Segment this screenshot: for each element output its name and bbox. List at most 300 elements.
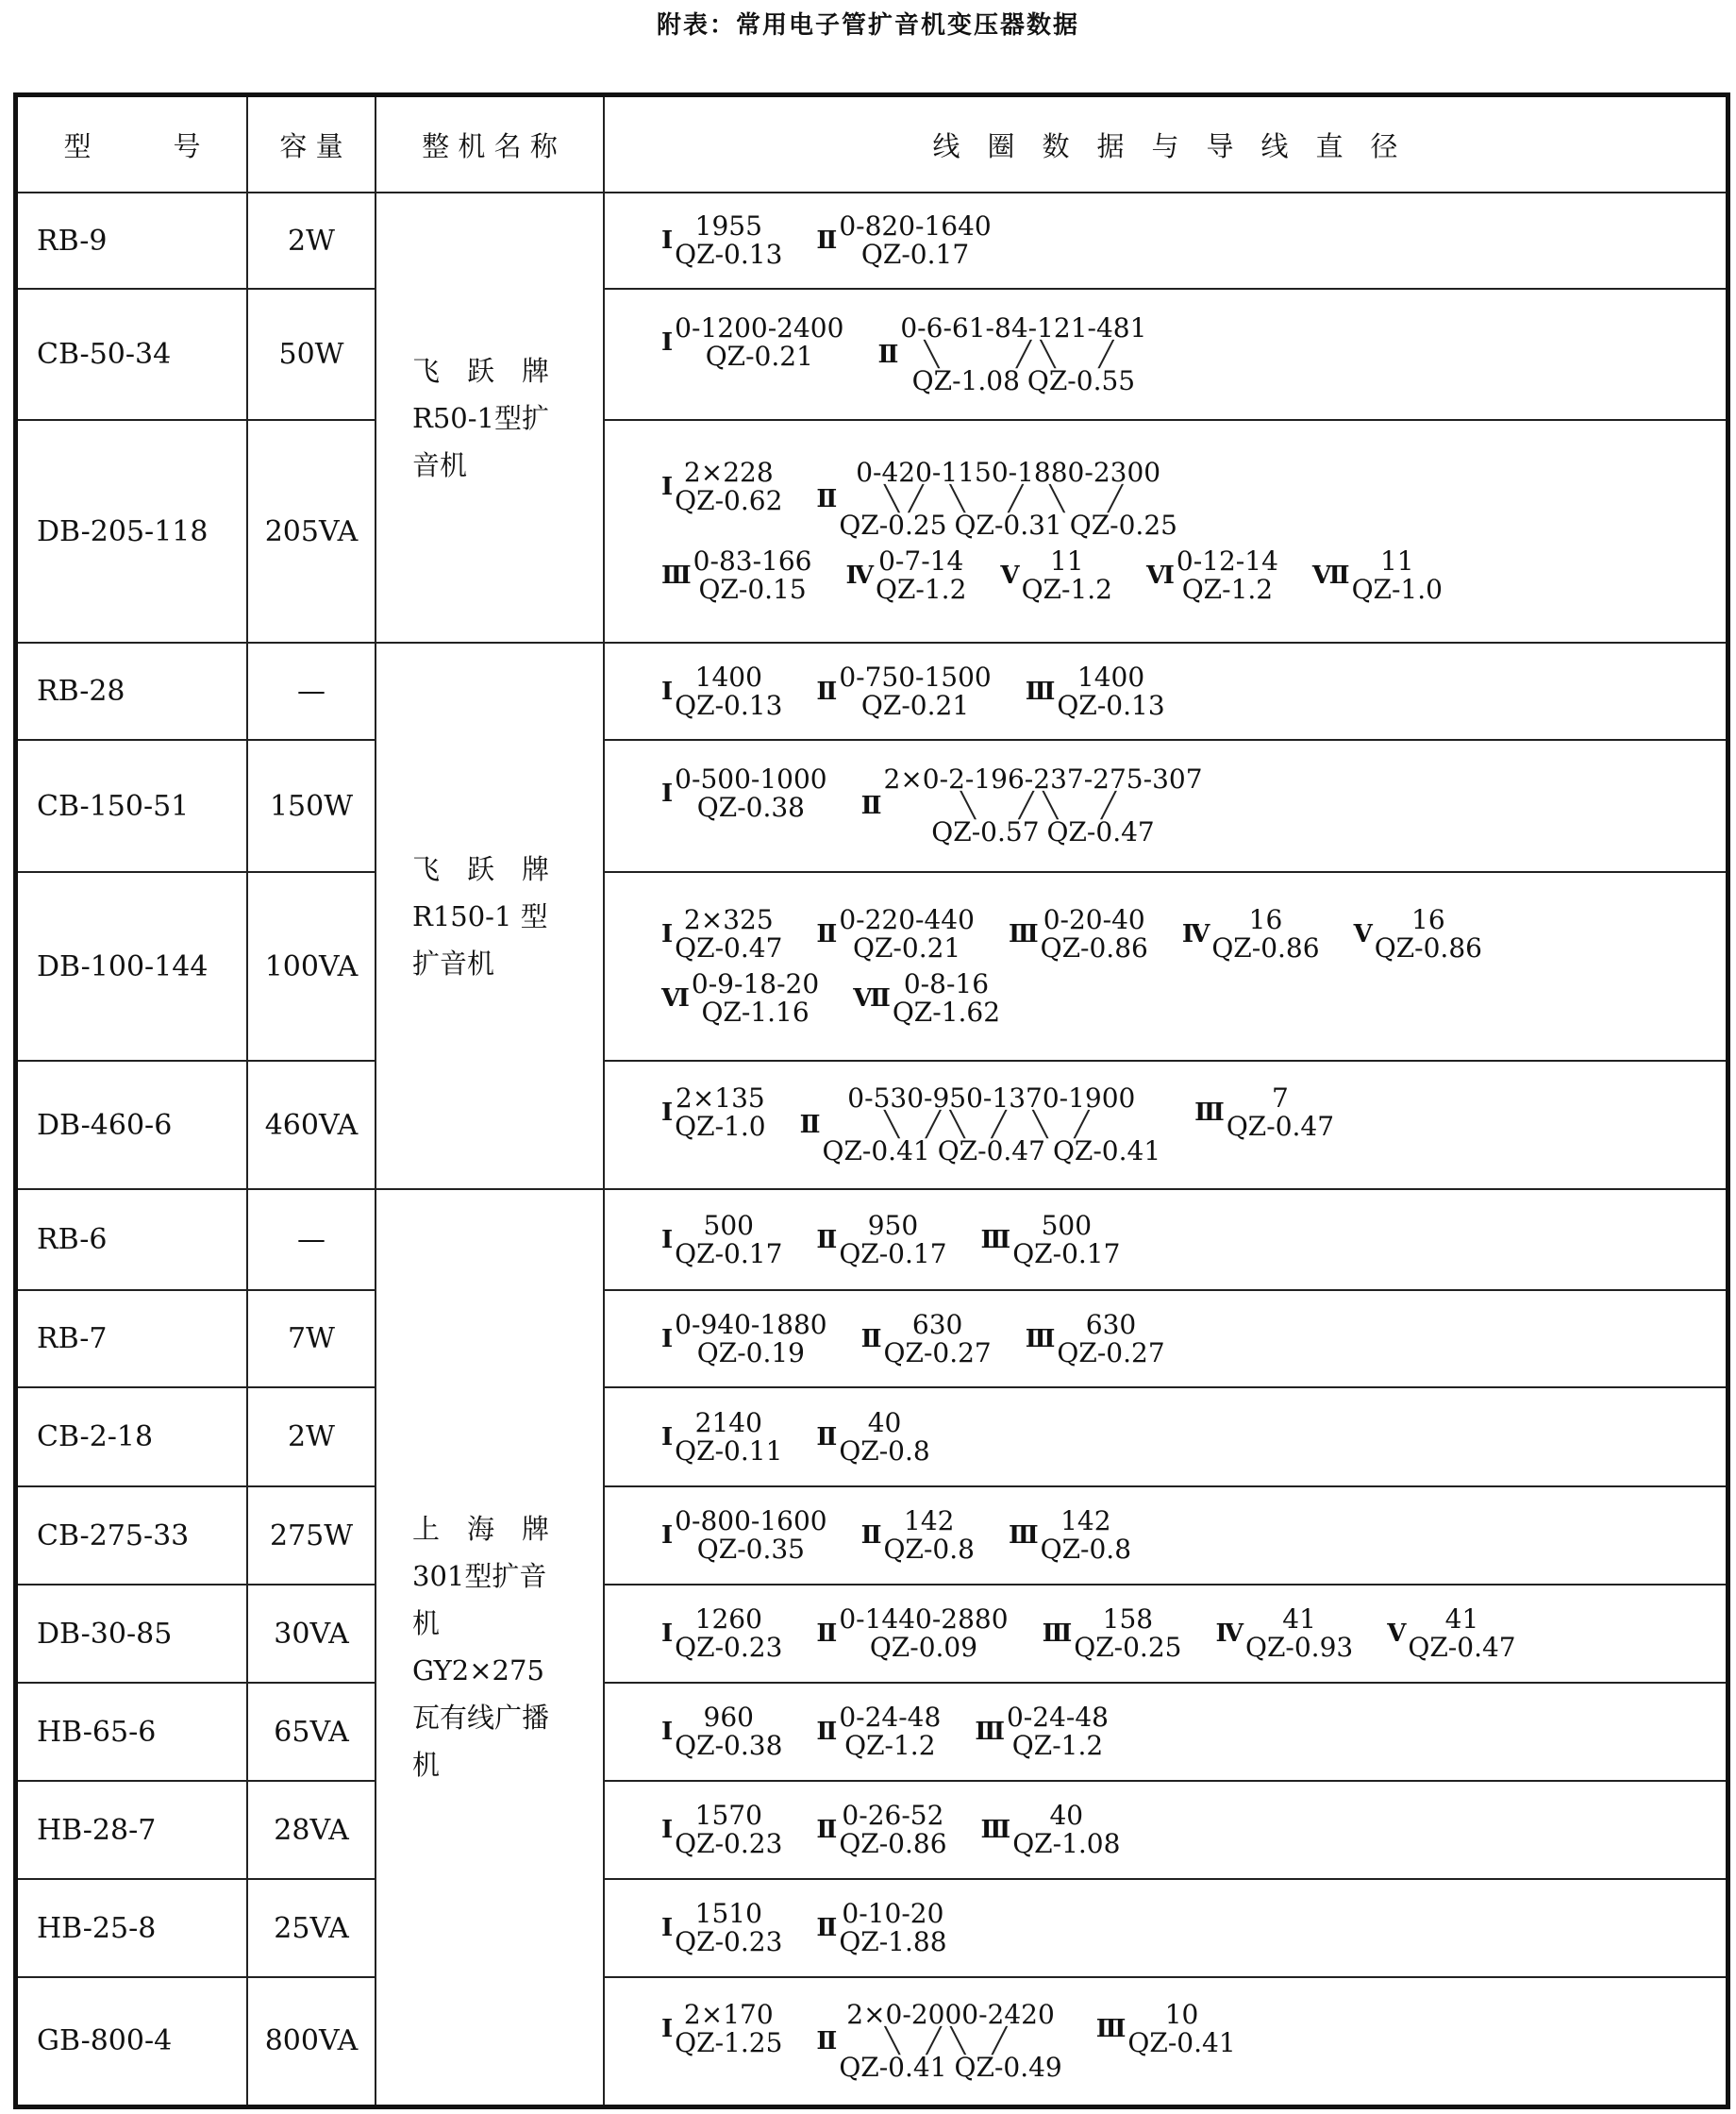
turns-taps: 2×325 — [683, 904, 774, 935]
winding-number: Ⅲ — [1008, 1521, 1039, 1550]
turns-taps: 41 — [1444, 1603, 1479, 1635]
coil-line — [661, 906, 1726, 963]
coil-data-cell — [604, 740, 1728, 872]
coil-data-cell — [604, 1387, 1728, 1486]
wire-diameter: QZ-0.41 — [1127, 2026, 1236, 2058]
coil-values — [1074, 1605, 1181, 1662]
coil-data-cell — [604, 289, 1728, 420]
coil-line — [661, 1084, 1726, 1166]
winding-number: Ⅱ — [816, 920, 838, 948]
coil-values — [675, 1998, 783, 2058]
winding-number: Ⅳ — [845, 562, 874, 590]
coil-entry — [816, 906, 975, 963]
coil-values — [839, 906, 975, 963]
coil-line — [661, 1406, 1726, 1467]
coil-values — [675, 459, 782, 515]
winding-number: Ⅱ — [816, 1422, 838, 1451]
coil-line — [661, 1998, 1726, 2083]
machine-name-line: 扩音机 — [412, 947, 495, 980]
coil-values — [1041, 906, 1148, 963]
wire-diameter: QZ-0.38 — [675, 1730, 783, 1761]
capacity-cell: 50W — [247, 289, 376, 420]
coil-values — [900, 311, 1147, 396]
coil-data-cell — [604, 1977, 1728, 2106]
capacity-cell: 800VA — [247, 1977, 376, 2106]
wire-diameter: QZ-0.17 — [675, 1237, 783, 1269]
wire-diameter: QZ-1.62 — [892, 997, 1001, 1028]
turns-taps: 0-1440-2880 — [839, 1603, 1009, 1635]
table-body — [16, 193, 1728, 2106]
turns-taps: 41 — [1282, 1603, 1316, 1635]
winding-number: Ⅰ — [661, 1521, 674, 1550]
coil-values — [1057, 1308, 1165, 1368]
machine-name-line: 飞 跃 牌 — [412, 852, 550, 885]
capacity-cell: 2W — [247, 193, 376, 289]
wire-diameter: QZ-0.8 — [839, 1434, 930, 1467]
wire-specs — [1375, 934, 1482, 963]
model-cell: RB-6 — [16, 1189, 248, 1290]
wire-diameter: QZ-0.8 — [883, 1534, 975, 1565]
wire-diameter: QZ-0.25 — [839, 510, 947, 541]
turns-taps: 1510 — [694, 1898, 762, 1929]
winding-number: Ⅳ — [1215, 1619, 1244, 1648]
winding-number: Ⅰ — [661, 1718, 674, 1746]
winding-number: Ⅲ — [1194, 1099, 1225, 1127]
coil-values — [692, 970, 819, 1027]
wire-diameter: QZ-0.57 — [931, 816, 1040, 847]
wire-specs — [1012, 1732, 1103, 1760]
winding-number: Ⅱ — [816, 1225, 838, 1254]
wire-diameter: QZ-0.15 — [698, 574, 807, 605]
capacity-cell: 460VA — [247, 1061, 376, 1189]
coil-values — [1408, 1605, 1515, 1662]
coil-entry — [975, 1703, 1109, 1760]
wire-specs — [839, 2051, 1062, 2083]
winding-number: Ⅰ — [661, 327, 674, 357]
coil-line — [661, 459, 1726, 540]
turns-taps: 0-6-61-84-121-481 — [900, 311, 1147, 344]
table-row — [16, 1977, 1728, 2106]
capacity-cell: — — [247, 643, 376, 740]
coil-values — [1375, 906, 1482, 963]
wire-diameter: QZ-0.13 — [675, 239, 783, 270]
coil-data-cell — [604, 1290, 1728, 1387]
coil-values — [675, 311, 844, 372]
coil-entry — [816, 1998, 1062, 2083]
turns-taps: 16 — [1248, 904, 1283, 935]
turns-taps: 500 — [1041, 1209, 1093, 1241]
turns-taps: 0-1200-2400 — [675, 311, 844, 344]
coil-data-cell — [604, 1585, 1728, 1683]
coil-values — [675, 1308, 827, 1368]
wire-diameter: QZ-0.23 — [675, 1828, 783, 1859]
machine-name-cell — [376, 193, 604, 643]
wire-diameter: QZ-1.88 — [839, 1926, 947, 1957]
coil-values — [1352, 547, 1443, 604]
coil-line — [661, 1308, 1726, 1368]
winding-number: Ⅱ — [860, 1521, 882, 1550]
wire-specs — [1012, 1237, 1121, 1269]
table-row — [16, 1781, 1728, 1879]
coil-entry — [1146, 547, 1278, 604]
coil-entry — [1026, 663, 1165, 720]
wire-specs — [675, 2026, 783, 2058]
winding-number: Ⅰ — [661, 920, 674, 948]
coil-entry — [816, 663, 991, 720]
wire-diameter: QZ-0.47 — [1408, 1632, 1516, 1663]
winding-number: Ⅰ — [661, 1422, 674, 1451]
coil-values — [839, 1900, 946, 1956]
table-row — [16, 1387, 1728, 1486]
turns-taps: 0-820-1640 — [839, 210, 992, 242]
winding-number: Ⅴ — [1387, 1619, 1407, 1648]
turns-taps: 0-500-1000 — [675, 763, 827, 795]
wire-specs — [844, 1732, 935, 1760]
machine-name-line: R150-1 型 — [412, 899, 548, 932]
winding-number: Ⅳ — [1181, 920, 1210, 948]
wire-specs — [853, 934, 960, 963]
coil-values — [675, 1209, 783, 1269]
turns-taps: 142 — [1060, 1505, 1111, 1536]
wire-specs — [1227, 1113, 1334, 1141]
wire-diameter: QZ-0.21 — [853, 932, 961, 964]
coil-entry — [981, 1802, 1121, 1858]
coil-values — [884, 765, 1203, 847]
wire-diameter: QZ-1.25 — [675, 2026, 783, 2058]
winding-number: Ⅱ — [877, 340, 899, 369]
coil-entry — [661, 1507, 827, 1564]
coil-data-cell — [604, 1683, 1728, 1781]
model-cell: HB-25-8 — [16, 1879, 248, 1977]
tap-connector-lines: ╲ ╱╲ ╱ — [924, 340, 1124, 369]
tap-connector-lines: ╲ ╱╲ ╱ — [960, 792, 1126, 820]
model-cell: CB-2-18 — [16, 1387, 248, 1486]
wire-specs — [883, 1336, 992, 1368]
coil-values — [883, 1308, 992, 1368]
wire-specs — [675, 487, 782, 515]
wire-specs — [839, 1928, 946, 1956]
winding-number: Ⅶ — [1311, 562, 1350, 590]
winding-number: Ⅱ — [860, 1324, 882, 1353]
coil-values — [839, 1209, 947, 1269]
coil-entry — [661, 1998, 783, 2058]
table-row — [16, 872, 1728, 1061]
wire-diameter: QZ-0.55 — [1027, 364, 1136, 396]
wire-specs — [884, 1535, 975, 1564]
wire-diameter: QZ-0.27 — [883, 1336, 992, 1368]
turns-taps: 1570 — [694, 1800, 762, 1831]
header-machine: 整 机 名 称 — [376, 95, 604, 193]
turns-taps: 500 — [703, 1209, 754, 1241]
coil-values — [675, 1507, 826, 1564]
turns-taps: 16 — [1411, 904, 1445, 935]
coil-data-cell — [604, 1189, 1728, 1290]
table-row — [16, 420, 1728, 643]
table-row — [16, 1061, 1728, 1189]
winding-number: Ⅲ — [1008, 920, 1039, 948]
model-cell: HB-65-6 — [16, 1683, 248, 1781]
coil-values — [1022, 547, 1112, 604]
turns-taps: 630 — [911, 1308, 963, 1340]
coil-values — [675, 212, 782, 269]
turns-taps: 0-800-1600 — [675, 1505, 827, 1536]
wire-diameter: QZ-1.2 — [876, 574, 967, 605]
wire-specs — [861, 241, 969, 269]
model-cell: RB-9 — [16, 193, 248, 289]
coil-line — [661, 1703, 1726, 1760]
coil-values — [1007, 1703, 1109, 1760]
coil-entry — [1025, 1308, 1165, 1368]
wire-diameter: QZ-0.86 — [1374, 932, 1482, 964]
wire-specs — [675, 1434, 783, 1467]
coil-values — [839, 1802, 946, 1858]
wire-diameter: QZ-0.25 — [1069, 510, 1177, 541]
capacity-cell: 7W — [247, 1290, 376, 1387]
coil-entry — [861, 765, 1203, 847]
coil-line — [661, 1507, 1726, 1564]
wire-specs — [1408, 1634, 1515, 1662]
machine-name-line: 上 海 牌 — [412, 1513, 550, 1546]
winding-number: Ⅲ — [1025, 1324, 1056, 1353]
coil-entry — [661, 459, 782, 515]
coil-values — [839, 663, 991, 720]
coil-entry — [816, 212, 991, 269]
coil-values — [1177, 547, 1278, 604]
coil-entry — [816, 459, 1177, 540]
wire-specs — [701, 998, 809, 1027]
coil-entry — [1312, 547, 1443, 604]
coil-data-cell — [604, 1486, 1728, 1585]
turns-taps: 10 — [1164, 1998, 1199, 2030]
wire-diameter: QZ-0.11 — [675, 1434, 783, 1467]
table-row — [16, 1683, 1728, 1781]
machine-name-line: 301型扩音 — [412, 1560, 547, 1593]
table-row — [16, 289, 1728, 420]
coil-values — [876, 547, 966, 604]
coil-values — [839, 459, 1177, 540]
turns-taps: 960 — [703, 1702, 754, 1733]
wire-diameter: QZ-0.86 — [1211, 932, 1320, 964]
wire-specs — [911, 364, 1136, 396]
model-cell: DB-30-85 — [16, 1585, 248, 1683]
capacity-cell: 65VA — [247, 1683, 376, 1781]
wire-diameter: QZ-0.47 — [675, 932, 783, 964]
coil-entry — [661, 1802, 782, 1858]
coil-values — [675, 1900, 782, 1956]
winding-number: Ⅰ — [661, 473, 674, 501]
model-cell: HB-28-7 — [16, 1781, 248, 1879]
winding-number: Ⅰ — [661, 780, 674, 808]
coil-values — [675, 765, 826, 822]
turns-taps: 0-530-950-1370-1900 — [847, 1082, 1136, 1114]
wire-diameter: QZ-0.47 — [1226, 1111, 1335, 1142]
wire-specs — [1057, 689, 1165, 721]
coil-values — [675, 1703, 782, 1760]
coil-data-cell — [604, 643, 1728, 740]
table-row — [16, 1879, 1728, 1977]
wire-specs — [1041, 1535, 1131, 1564]
coil-values — [1041, 1507, 1131, 1564]
wire-specs — [675, 241, 782, 269]
coil-entry — [816, 1802, 946, 1858]
wire-specs — [839, 512, 1177, 540]
wire-diameter: QZ-1.0 — [675, 1111, 766, 1142]
winding-number: Ⅵ — [1146, 562, 1175, 590]
wire-specs — [697, 1535, 805, 1564]
table-row — [16, 1189, 1728, 1290]
turns-taps: 11 — [1049, 545, 1084, 577]
model-cell: DB-205-118 — [16, 420, 248, 643]
coil-values — [675, 663, 782, 720]
wire-diameter: QZ-0.41 — [839, 2051, 947, 2083]
coil-entry — [661, 1084, 766, 1141]
coil-line — [661, 1802, 1726, 1858]
coil-line — [661, 970, 1726, 1027]
wire-diameter: QZ-0.25 — [1074, 1632, 1182, 1663]
table-row — [16, 1290, 1728, 1387]
turns-taps: 0-83-166 — [693, 545, 812, 577]
capacity-cell: 100VA — [247, 872, 376, 1061]
wire-diameter: QZ-0.09 — [869, 1632, 978, 1663]
turns-taps: 0-12-14 — [1176, 545, 1278, 577]
model-cell: CB-150-51 — [16, 740, 248, 872]
winding-number: Ⅵ — [661, 984, 690, 1013]
coil-entry — [860, 1308, 992, 1368]
model-cell: GB-800-4 — [16, 1977, 248, 2106]
coil-entry — [1009, 1507, 1131, 1564]
turns-taps: 158 — [1102, 1603, 1154, 1635]
wire-specs — [1211, 934, 1319, 963]
coil-values — [675, 906, 782, 963]
coil-data-cell — [604, 1781, 1728, 1879]
winding-number: Ⅰ — [661, 677, 674, 706]
turns-taps: 0-750-1500 — [839, 661, 992, 693]
coil-line — [661, 765, 1726, 847]
model-cell: DB-460-6 — [16, 1061, 248, 1189]
capacity-cell: 30VA — [247, 1585, 376, 1683]
wire-diameter: QZ-0.17 — [860, 239, 970, 270]
winding-number: Ⅲ — [1095, 2014, 1127, 2043]
winding-number: Ⅱ — [816, 2026, 838, 2055]
page-title: 附表：常用电子管扩音机变压器数据 — [656, 11, 1079, 40]
coil-entry — [661, 765, 827, 822]
coil-entry — [845, 547, 966, 604]
coil-entry — [1182, 906, 1320, 963]
machine-name-cell — [376, 1189, 604, 2106]
winding-number: Ⅰ — [661, 1099, 674, 1127]
winding-number: Ⅱ — [860, 792, 882, 820]
wire-diameter: QZ-0.21 — [860, 689, 970, 721]
turns-taps: 0-420-1150-1880-2300 — [856, 457, 1161, 488]
coil-values — [1012, 1802, 1120, 1858]
coil-entry — [661, 970, 819, 1027]
coil-entry — [980, 1209, 1121, 1269]
winding-number: Ⅲ — [980, 1225, 1011, 1254]
coil-line — [661, 547, 1726, 604]
coil-values — [693, 547, 812, 604]
wire-diameter: QZ-1.08 — [1012, 1828, 1121, 1859]
wire-specs — [675, 1928, 782, 1956]
coil-data-cell — [604, 1061, 1728, 1189]
coil-values — [839, 212, 991, 269]
wire-specs — [675, 1830, 782, 1858]
wire-specs — [839, 1830, 946, 1858]
coil-values — [675, 1802, 782, 1858]
wire-specs — [823, 1137, 1161, 1166]
coil-entry — [861, 1507, 975, 1564]
wire-diameter: QZ-0.8 — [1040, 1534, 1132, 1565]
capacity-cell: — — [247, 1189, 376, 1290]
coil-line — [661, 1209, 1726, 1269]
wire-specs — [675, 1732, 782, 1760]
table-row — [16, 193, 1728, 289]
coil-line — [661, 663, 1726, 720]
model-cell: DB-100-144 — [16, 872, 248, 1061]
wire-specs — [1352, 576, 1443, 604]
wire-diameter: QZ-0.41 — [1052, 1135, 1161, 1166]
winding-number: Ⅴ — [1353, 920, 1373, 948]
wire-specs — [1022, 576, 1112, 604]
coil-values — [823, 1084, 1161, 1166]
wire-specs — [893, 998, 1000, 1027]
turns-taps: 11 — [1379, 545, 1414, 577]
wire-diameter: QZ-0.86 — [839, 1828, 947, 1859]
turns-taps: 2×0-2-196-237-275-307 — [883, 763, 1203, 795]
turns-taps: 0-26-52 — [842, 1800, 944, 1831]
coil-data-cell — [604, 872, 1728, 1061]
wire-diameter: QZ-0.47 — [1046, 816, 1155, 847]
header-capacity: 容 量 — [247, 95, 376, 193]
wire-diameter: QZ-1.08 — [911, 364, 1020, 396]
wire-diameter: QZ-1.0 — [1351, 574, 1443, 605]
wire-diameter: QZ-1.2 — [844, 1730, 936, 1761]
coil-values — [893, 970, 1000, 1027]
winding-number: Ⅲ — [980, 1816, 1011, 1844]
coil-values — [884, 1507, 975, 1564]
winding-number: Ⅰ — [661, 1816, 674, 1844]
coil-entry — [816, 1209, 947, 1269]
wire-specs — [675, 689, 783, 721]
header-model: 型 号 — [16, 95, 248, 193]
wire-specs — [1182, 576, 1273, 604]
coil-data-cell — [604, 1879, 1728, 1977]
wire-specs — [876, 576, 966, 604]
model-cell: RB-28 — [16, 643, 248, 740]
turns-taps: 142 — [904, 1505, 955, 1536]
capacity-cell: 275W — [247, 1486, 376, 1585]
table-row — [16, 1585, 1728, 1683]
coil-line — [661, 311, 1726, 396]
wire-specs — [675, 934, 782, 963]
turns-taps: 40 — [1049, 1800, 1084, 1831]
winding-number: Ⅰ — [661, 1324, 674, 1353]
wire-specs — [675, 1113, 765, 1141]
wire-diameter: QZ-1.2 — [1181, 574, 1274, 605]
coil-entry — [1043, 1605, 1182, 1662]
coil-entry — [1095, 1998, 1236, 2058]
capacity-cell: 28VA — [247, 1781, 376, 1879]
coil-entry — [1354, 906, 1482, 963]
wire-diameter: QZ-0.35 — [696, 1534, 805, 1565]
coil-line — [661, 212, 1726, 269]
model-cell: CB-50-34 — [16, 289, 248, 420]
coil-line — [661, 1900, 1726, 1956]
tap-connector-lines: ╲ ╱╲ ╱ ╲ ╱ — [884, 1111, 1099, 1139]
winding-number: Ⅱ — [816, 1816, 838, 1844]
winding-number: Ⅱ — [799, 1111, 821, 1139]
coil-entry — [661, 663, 782, 720]
turns-taps: 2×0-2000-2420 — [846, 1998, 1055, 2030]
